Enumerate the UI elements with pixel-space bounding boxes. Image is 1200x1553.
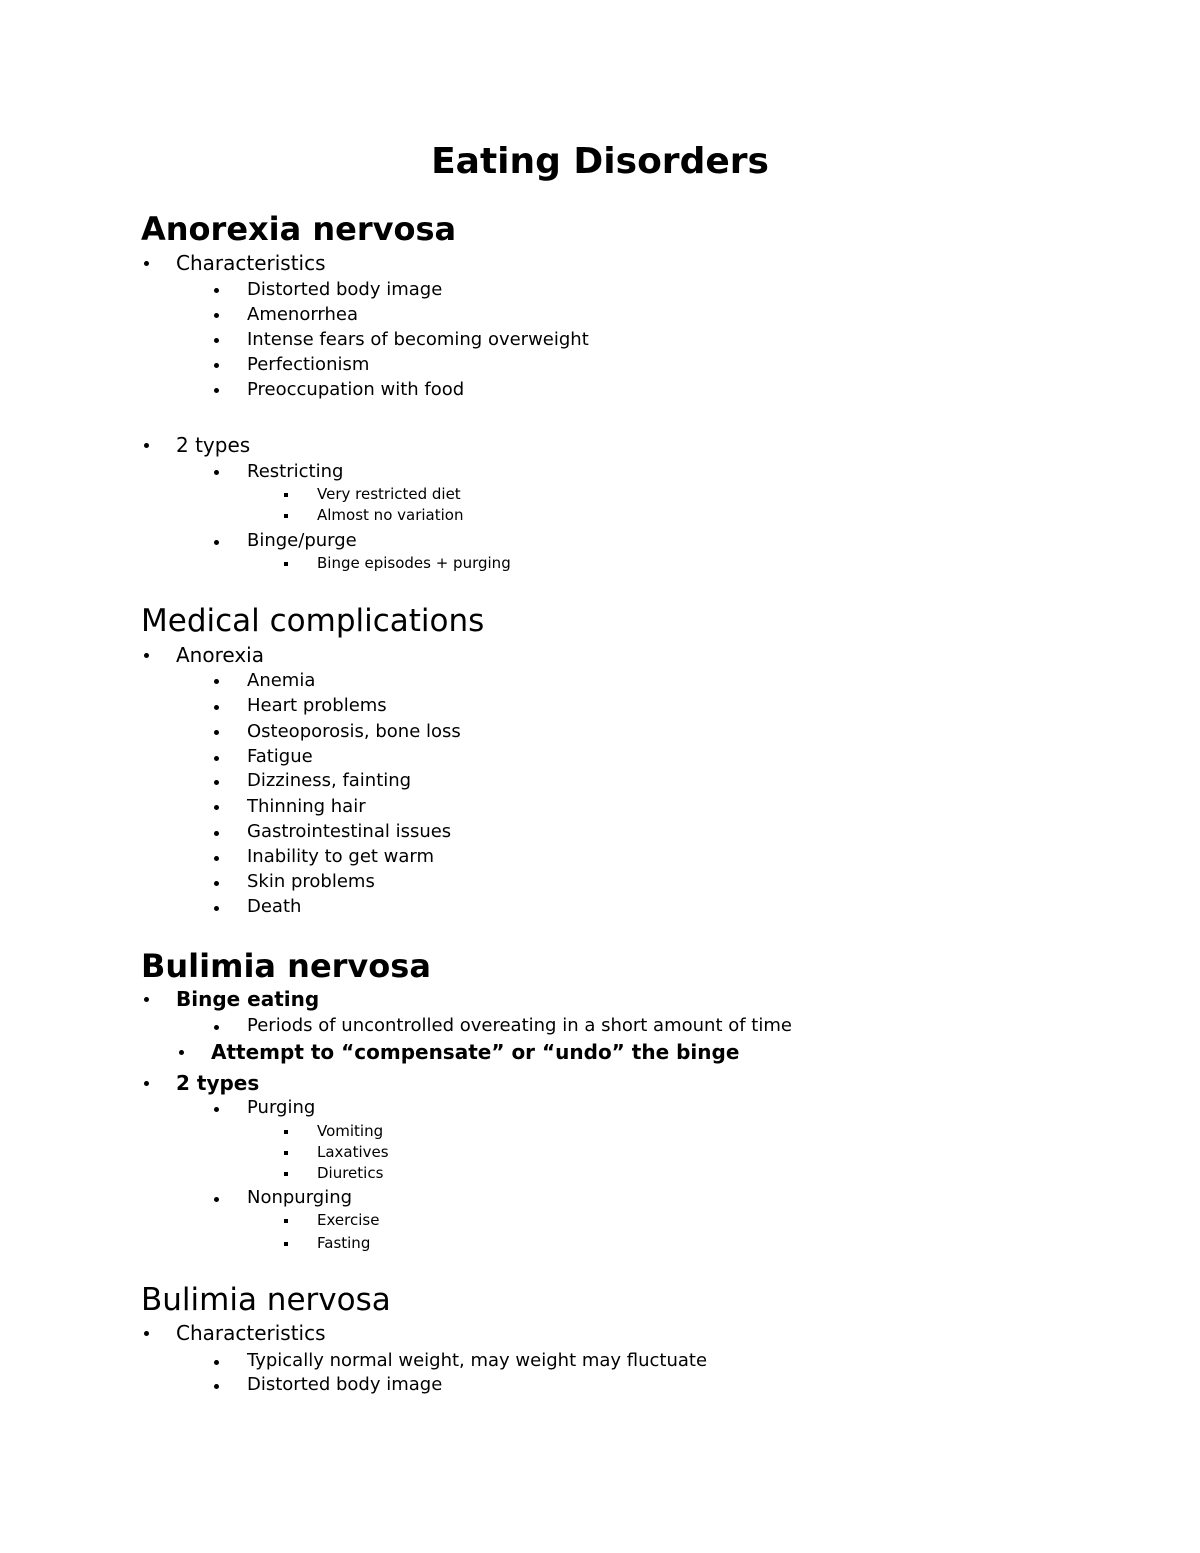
- bullet-icon: [284, 514, 288, 518]
- bullet-icon: [214, 338, 219, 343]
- list-item-binge-eating: Binge eating: [176, 987, 320, 1011]
- list-item: Diuretics: [317, 1164, 384, 1182]
- list-item: Anemia: [247, 670, 316, 691]
- bullet-icon: [144, 1081, 149, 1086]
- list-item-purging: Purging: [247, 1097, 316, 1118]
- list-item-characteristics: Characteristics: [176, 1321, 326, 1345]
- section-heading-bulimia: Bulimia nervosa: [141, 947, 431, 985]
- bullet-icon: [284, 1172, 288, 1176]
- list-item: Almost no variation: [317, 506, 464, 524]
- list-item-types: 2 types: [176, 433, 251, 457]
- bullet-icon: [144, 1331, 149, 1336]
- bullet-icon: [144, 997, 149, 1002]
- list-item: Osteoporosis, bone loss: [247, 721, 461, 742]
- bullet-icon: [284, 1219, 288, 1223]
- bullet-icon: [214, 1197, 219, 1202]
- list-item: Vomiting: [317, 1122, 384, 1140]
- bullet-icon: [144, 443, 149, 448]
- bullet-icon: [214, 470, 219, 475]
- bullet-icon: [214, 540, 219, 545]
- list-item-restricting: Restricting: [247, 461, 344, 482]
- bullet-icon: [214, 288, 219, 293]
- bullet-icon: [214, 831, 219, 836]
- list-item-characteristics: Characteristics: [176, 251, 326, 275]
- bullet-icon: [214, 1025, 219, 1030]
- list-item: Heart problems: [247, 695, 387, 716]
- bullet-icon: [144, 261, 149, 266]
- bullet-icon: [284, 1151, 288, 1155]
- list-item: Dizziness, fainting: [247, 770, 412, 791]
- bullet-icon: [214, 856, 219, 861]
- bullet-icon: [179, 1050, 184, 1055]
- list-item: Preoccupation with food: [247, 379, 465, 400]
- bullet-icon: [214, 906, 219, 911]
- list-item: Laxatives: [317, 1143, 389, 1161]
- bullet-icon: [284, 562, 288, 566]
- list-item: Gastrointestinal issues: [247, 821, 452, 842]
- bullet-icon: [214, 313, 219, 318]
- list-item: Skin problems: [247, 871, 375, 892]
- bullet-icon: [214, 780, 219, 785]
- bullet-icon: [144, 653, 149, 658]
- section-heading-bulimia-2: Bulimia nervosa: [141, 1282, 391, 1318]
- bullet-icon: [214, 756, 219, 761]
- list-item: Distorted body image: [247, 279, 443, 300]
- list-item: Perfectionism: [247, 354, 370, 375]
- list-item: Typically normal weight, may weight may fluctuate: [247, 1350, 708, 1371]
- bullet-icon: [214, 1107, 219, 1112]
- list-item: Periods of uncontrolled overeating in a short amount of time: [247, 1015, 792, 1036]
- bullet-icon: [214, 881, 219, 886]
- list-item: Thinning hair: [247, 796, 366, 817]
- list-item-nonpurging: Nonpurging: [247, 1187, 353, 1208]
- bullet-icon: [214, 705, 219, 710]
- bullet-icon: [214, 805, 219, 810]
- bullet-icon: [284, 1130, 288, 1134]
- bullet-icon: [214, 1360, 219, 1365]
- list-item-types: 2 types: [176, 1071, 260, 1095]
- bullet-icon: [214, 679, 219, 684]
- list-item: Inability to get warm: [247, 846, 435, 867]
- bullet-icon: [284, 493, 288, 497]
- bullet-icon: [214, 363, 219, 368]
- list-item-anorexia: Anorexia: [176, 643, 264, 667]
- bullet-icon: [284, 1242, 288, 1246]
- list-item: Fatigue: [247, 746, 313, 767]
- list-item: Exercise: [317, 1211, 380, 1229]
- list-item: Fasting: [317, 1234, 371, 1252]
- section-heading-medical: Medical complications: [141, 603, 485, 639]
- list-item: Death: [247, 896, 302, 917]
- list-item: Intense fears of becoming overweight: [247, 329, 589, 350]
- list-item: Distorted body image: [247, 1374, 443, 1395]
- list-item: Very restricted diet: [317, 485, 461, 503]
- list-item-compensate: Attempt to “compensate” or “undo” the binge: [211, 1040, 740, 1064]
- bullet-icon: [214, 388, 219, 393]
- document-title: Eating Disorders: [431, 141, 769, 182]
- list-item: Binge episodes + purging: [317, 554, 511, 572]
- bullet-icon: [214, 730, 219, 735]
- section-heading-anorexia: Anorexia nervosa: [141, 210, 457, 248]
- list-item-bingepurge: Binge/purge: [247, 530, 357, 551]
- list-item: Amenorrhea: [247, 304, 359, 325]
- bullet-icon: [214, 1384, 219, 1389]
